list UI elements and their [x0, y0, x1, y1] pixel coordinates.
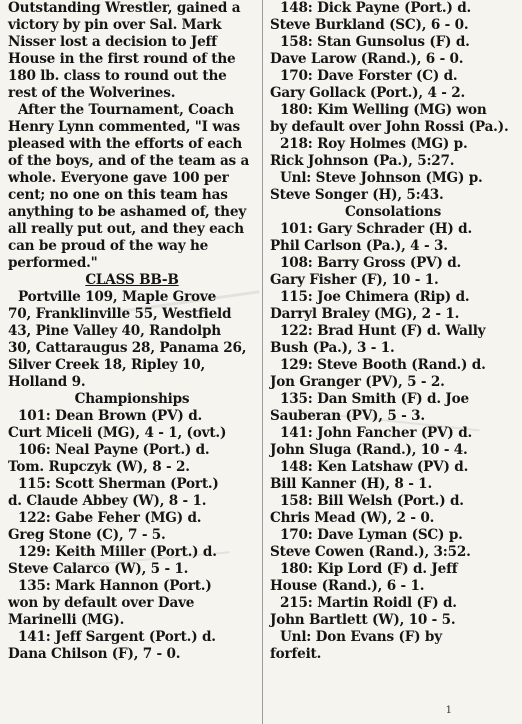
left-column-line: Outstanding Wrestler, gained a — [8, 0, 241, 16]
left-column — [8, 0, 256, 724]
right-column-line: 115: Joe Chimera (Rip) d. — [280, 289, 470, 305]
right-column-line: 129: Steve Booth (Rand.) d. — [280, 357, 486, 373]
left-column-line: CLASS BB-B — [85, 272, 179, 288]
left-column-line: Steve Calarco (W), 5 - 1. — [8, 561, 189, 577]
left-column-line: Dana Chilson (F), 7 - 0. — [8, 646, 181, 662]
right-column-line: Rick Johnson (Pa.), 5:27. — [270, 153, 455, 169]
right-column-line: Consolations — [344, 204, 442, 220]
right-column-line: Chris Mead (W), 2 - 0. — [270, 510, 435, 526]
left-column-line: 141: Jeff Sargent (Port.) d. — [18, 629, 216, 645]
left-column-line: 122: Gabe Feher (MG) d. — [18, 510, 202, 526]
left-column-line: anything to be ashamed of, they — [8, 204, 247, 220]
left-column-line: victory by pin over Sal. Mark — [8, 17, 222, 33]
left-column-line: pleased with the efforts of each — [8, 136, 243, 152]
right-column-line: Steve Songer (H), 5:43. — [270, 187, 444, 203]
right-column-line: 158: Bill Welsh (Port.) d. — [280, 493, 464, 509]
right-column-line: Jon Granger (PV), 5 - 2. — [270, 374, 445, 390]
left-column-line: whole. Everyone gave 100 per — [8, 170, 229, 186]
right-column-line: 170: Dave Forster (C) d. — [280, 68, 458, 84]
left-column-line: 129: Keith Miller (Port.) d. — [18, 544, 217, 560]
right-column-line: Gary Gollack (Port.), 4 - 2. — [270, 85, 466, 101]
left-column-line: 43, Pine Valley 40, Randolph — [8, 323, 221, 339]
right-column-line: Bush (Pa.), 3 - 1. — [270, 340, 395, 356]
right-column-line: John Sluga (Rand.), 10 - 4. — [270, 442, 468, 458]
left-column-line: 115: Scott Sherman (Port.) — [18, 476, 219, 492]
left-column-line: After the Tournament, Coach — [18, 102, 234, 118]
column-divider — [262, 0, 263, 724]
left-column-line: Silver Creek 18, Ripley 10, — [8, 357, 206, 373]
right-column-line: 141: John Fancher (PV) d. — [280, 425, 473, 441]
left-column-line: of the boys, and of the team as a — [8, 153, 250, 169]
right-column-line: Unl: Steve Johnson (MG) p. — [280, 170, 483, 186]
right-column-line: 170: Dave Lyman (SC) p. — [280, 527, 463, 543]
right-column-line: 180: Kim Welling (MG) won — [280, 102, 487, 118]
left-column-line: Nisser lost a decision to Jeff — [8, 34, 217, 50]
left-column-line: all really put out, and they each — [8, 221, 244, 237]
left-column-line: 70, Franklinville 55, Westfield — [8, 306, 232, 322]
right-column-line: 180: Kip Lord (F) d. Jeff — [280, 561, 458, 577]
left-column-line: 106: Neal Payne (Port.) d. — [18, 442, 210, 458]
right-column-line: 215: Martin Roidl (F) d. — [280, 595, 457, 611]
left-column-line: can be proud of the way he — [8, 238, 209, 254]
left-column-line: Henry Lynn commented, "I was — [8, 119, 240, 135]
right-column-line: Steve Cowen (Rand.), 3:52. — [270, 544, 471, 560]
left-column-line: d. Claude Abbey (W), 8 - 1. — [8, 493, 207, 509]
right-column-line: 148: Ken Latshaw (PV) d. — [280, 459, 469, 475]
right-column-line: 218: Roy Holmes (MG) p. — [280, 136, 468, 152]
right-column-line: 158: Stan Gunsolus (F) d. — [280, 34, 470, 50]
right-column-line: House (Rand.), 6 - 1. — [270, 578, 425, 594]
right-column-line: Sauberan (PV), 5 - 3. — [270, 408, 425, 424]
left-column-line: Portville 109, Maple Grove — [18, 289, 217, 305]
right-column-line: 122: Brad Hunt (F) d. Wally — [280, 323, 486, 339]
left-column-line: Championships — [74, 391, 190, 407]
left-column-line: Tom. Rupczyk (W), 8 - 2. — [8, 459, 190, 475]
right-column-line: 148: Dick Payne (Port.) d. — [280, 0, 472, 16]
right-column-line: Dave Larow (Rand.), 6 - 0. — [270, 51, 464, 67]
left-column-line: Marinelli (MG). — [8, 612, 125, 628]
left-column-line: won by default over Dave — [8, 595, 195, 611]
left-column-line: Curt Miceli (MG), 4 - 1, (ovt.) — [8, 425, 227, 441]
left-column-line: 180 lb. class to round out the — [8, 68, 227, 84]
right-column-line: Gary Fisher (F), 10 - 1. — [270, 272, 439, 288]
right-column-line: Bill Kanner (H), 8 - 1. — [270, 476, 432, 492]
right-column-line: Steve Burkland (SC), 6 - 0. — [270, 17, 469, 33]
left-column-line: cent; no one on this team has — [8, 187, 228, 203]
left-column-line: 30, Cattaraugus 28, Panama 26, — [8, 340, 247, 356]
right-column-line: Darryl Braley (MG), 2 - 1. — [270, 306, 460, 322]
left-column-line: Holland 9. — [8, 374, 86, 390]
footer-mark: 1 — [445, 705, 452, 716]
right-column-line: John Bartlett (W), 10 - 5. — [270, 612, 456, 628]
right-column-line: 101: Gary Schrader (H) d. — [280, 221, 473, 237]
right-column — [270, 0, 516, 724]
right-column-line: 108: Barry Gross (PV) d. — [280, 255, 462, 271]
right-column-line: Phil Carlson (Pa.), 4 - 3. — [270, 238, 448, 254]
right-column-line: forfeit. — [270, 646, 322, 662]
left-column-line: performed." — [8, 255, 98, 271]
left-column-line: Greg Stone (C), 7 - 5. — [8, 527, 166, 543]
right-column-line: 135: Dan Smith (F) d. Joe — [280, 391, 469, 407]
right-column-line: Unl: Don Evans (F) by — [280, 629, 442, 645]
left-column-line: 101: Dean Brown (PV) d. — [18, 408, 203, 424]
left-column-line: 135: Mark Hannon (Port.) — [18, 578, 212, 594]
left-column-line: rest of the Wolverines. — [8, 85, 176, 101]
right-column-line: by default over John Rossi (Pa.). — [270, 119, 509, 135]
left-column-line: House in the first round of the — [8, 51, 236, 67]
